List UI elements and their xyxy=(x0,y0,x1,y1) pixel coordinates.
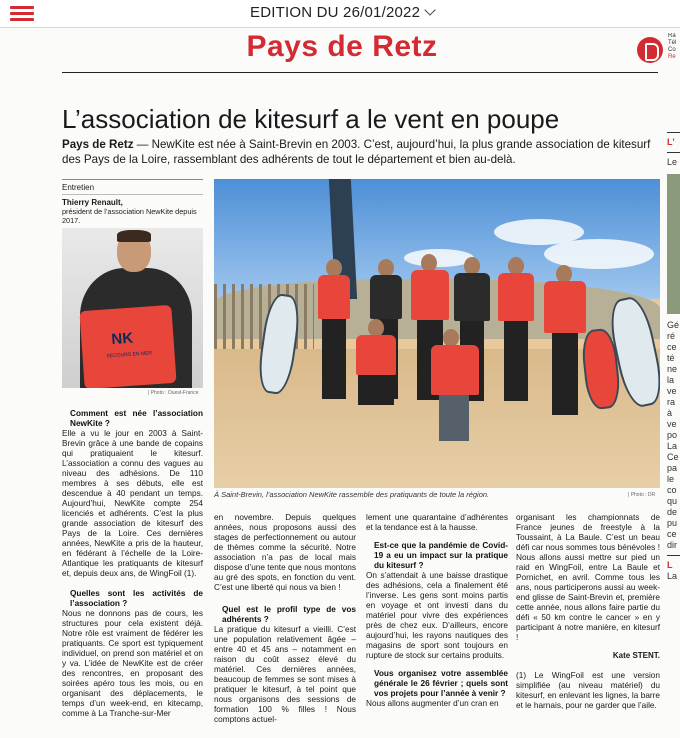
answer-2: Nous ne donnons pas de cours, les structures pour cela existent déjà. Notre rôle est vraiment de fédérer les pratiquants. Ce sport est typiquement individuel, on prend son matériel et on y va. L’idée de NewKite est de créer des rencontres, en proposant des soirées apéro tous les mois, ou en organisant des déplacements, le temps d’un week-end, en kitecamp, comme à La Tranche-sur-Mer xyxy=(62,609,203,718)
text-column-2 xyxy=(214,513,356,725)
top-bar xyxy=(0,0,680,28)
menu-icon[interactable] xyxy=(10,6,34,22)
interview-box xyxy=(62,179,203,225)
portrait-credit: | Photo : Ouest-France xyxy=(148,390,199,396)
question-5: Vous organisez votre assemblée générale le 26 février ; quels sont vos projets pour l’année à venir ? xyxy=(374,669,508,698)
edition-selector[interactable] xyxy=(250,4,434,21)
answer-3: La pratique du kitesurf a vieilli. C’est une population relativement âgée – entre 40 et 45 ans – notamment en raison du coût assez élevé du matériel. Ces dernières années, beaucoup de femmes se sont mises à pratiquer le kitesurf, à tel point que nous organisons des sessions de formation 100 % filles ! Nous comptons actuel- xyxy=(214,625,356,724)
next-article-strip: L' Le Gé ré ce té ne la ve ra à ve po La Ce pa le co qu de pu ce dir L La xyxy=(667,128,680,738)
lead-location: Pays de Retz xyxy=(62,138,134,151)
interview-kicker: Entretien xyxy=(62,183,203,195)
side-top-text: Rá Tél Co Re xyxy=(668,33,677,60)
portrait-photo xyxy=(62,228,203,388)
article-lead xyxy=(62,137,660,167)
photo-credit: | Photo : DR xyxy=(628,492,656,498)
ouest-france-logo-icon xyxy=(637,37,663,63)
question-1: Comment est née l’association NewKite ? xyxy=(70,409,203,428)
author-signature: Kate STENT. xyxy=(612,651,660,660)
interviewee-name: Thierry Renault, xyxy=(62,198,123,207)
text-column-1 xyxy=(62,409,203,719)
answer-3-cont: lement une quarantaine d’adhérentes et la tendance est à la hausse. xyxy=(366,513,508,532)
edition-label: EDITION DU 26/01/2022 xyxy=(250,4,421,21)
section-title: Pays de Retz xyxy=(246,30,438,63)
article-headline: L’association de kitesurf a le vent en poupe xyxy=(62,104,560,134)
tshirt-logo: NK xyxy=(110,329,134,349)
question-2: Quelles sont les activités de l’association ? xyxy=(70,589,203,608)
answer-5-cont: organisant les championnats de France jeunes de freestyle à la Toussaint, à La Baule. C’est un beau défi car nous sommes tous bénévoles ! Nous allons aussi mettre sur pied un raid en WingFoil, entre La Baule et Pornichet, en avril. Comme tous les ans, nous participerons aussi au week-end glisse de Saint-Brevin et, première cette année, nous allons faire partie du défi « 50 km contre le cancer » en y participant à notre manière, en kitesurf ! xyxy=(516,513,660,642)
question-3: Quel est le profil type de vos adhérents ? xyxy=(222,605,356,624)
answer-2-cont: en novembre. Depuis quelques années, nous proposons aussi des stages de perfectionnement ou autour de thèmes comme la sécurité. Notre association n’a pas de local mais dispose d’une tente que nous montons au gré des spots, en fonction du vent. C’est une liberté qui nous va bien ! xyxy=(214,513,356,592)
chevron-down-icon xyxy=(424,4,435,15)
answer-1: Elle a vu le jour en 2003 à Saint-Brevin grâce à une bande de copains qui pratiquaient le kitesurf. L’association a connu des vagues au niveau des adhésions. De 110 membres à ses débuts, elle est descendue à 40 pendant un temps. Aujourd’hui, NewKite compte 254 licenciés et adhérents. C’est la plus grande association de kitesurf des Pays de la Loire. Ces dernières années, NewKite a pris de la hauteur, en fédérant à l’échelle de la Loire-Atlantique les pratiquants de kitesurf et, depuis deux ans, de WingFoil (1). xyxy=(62,429,203,578)
text-column-3 xyxy=(366,513,508,709)
group-photo xyxy=(214,179,660,488)
text-column-4 xyxy=(516,513,660,711)
answer-5: Nous allons augmenter d’un cran en xyxy=(366,699,499,708)
answer-4: On s’attendait à une baisse drastique des adhésions, cela a finalement été l’inverse. Les gens sont moins partis en voyage et ont investi dans du matériel pour vivre des expériences près de chez eux. D’ailleurs, encore aujourd’hui, les rayons nautiques des magasins de sport sont toujours en rupture de stock sur certains produits. xyxy=(366,571,508,660)
tshirt-text: SECOURS EN MER xyxy=(106,350,153,360)
photo-caption: À Saint-Brevin, l’association NewKite rassemble des pratiquants de toute la région. xyxy=(214,490,490,499)
footnote: (1) Le WingFoil est une version simplifiée (au niveau matériel) du kitesurf, en enlevant les lignes, la barre et le harnais, pour ne garder que l’aile. xyxy=(516,671,660,710)
interviewee-role: président de l’association NewKite depuis 2017. xyxy=(62,207,197,225)
section-rule xyxy=(62,72,658,73)
question-4: Est-ce que la pandémie de Covid-19 a eu un impact sur la pratique du kitesurf ? xyxy=(374,541,508,570)
lead-text: — NewKite est née à Saint-Brevin en 2003. C’est, aujourd’hui, la plus grande association de kitesurf des Pays de la Loire, rassemblant des adhérents de tout le département et bien au-delà. xyxy=(62,138,651,166)
